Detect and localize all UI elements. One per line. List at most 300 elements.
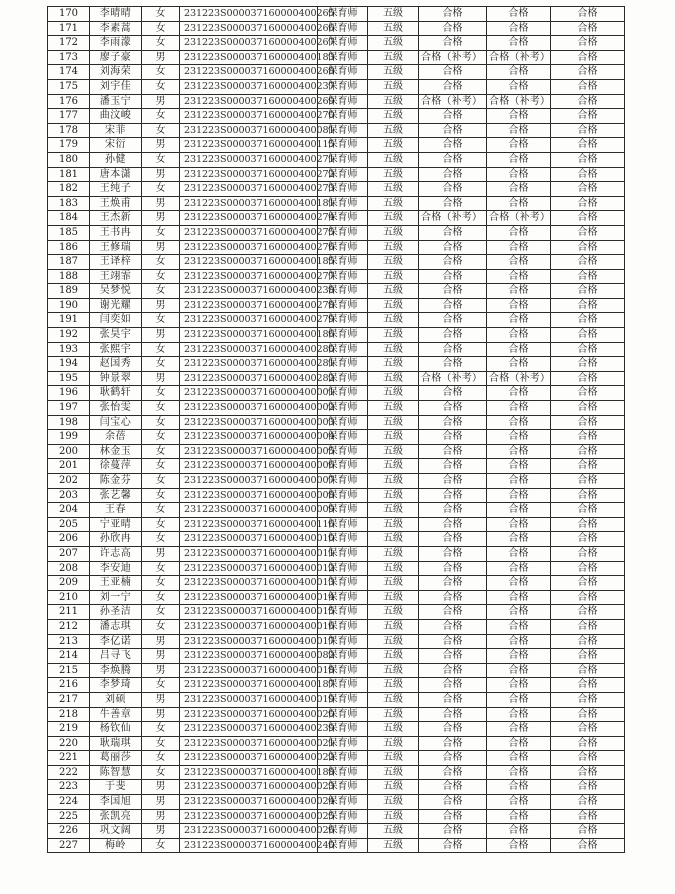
result-practical: 合格 bbox=[487, 707, 551, 722]
occupation: 保育师 bbox=[318, 780, 368, 795]
result-practical: 合格 bbox=[487, 532, 551, 547]
result-theory: 合格 bbox=[419, 824, 487, 839]
result-theory: 合格 bbox=[419, 590, 487, 605]
skill-level: 五级 bbox=[368, 619, 419, 634]
candidate-name: 于斐 bbox=[90, 780, 142, 795]
result-comprehensive: 合格 bbox=[551, 532, 625, 547]
candidate-name: 李雨濛 bbox=[90, 36, 142, 51]
result-practical: 合格 bbox=[487, 225, 551, 240]
result-practical: 合格 bbox=[487, 109, 551, 124]
certificate-number: 231223S000037160000400279 bbox=[180, 313, 318, 328]
result-comprehensive: 合格 bbox=[551, 255, 625, 270]
gender: 男 bbox=[142, 634, 180, 649]
certificate-number: 231223S000037160000400277 bbox=[180, 269, 318, 284]
row-number: 226 bbox=[48, 824, 90, 839]
skill-level: 五级 bbox=[368, 167, 419, 182]
certificate-number: 231223S000037160000400024 bbox=[180, 795, 318, 810]
table-row bbox=[48, 692, 625, 707]
occupation: 保育师 bbox=[318, 765, 368, 780]
row-number: 201 bbox=[48, 459, 90, 474]
result-theory: 合格 bbox=[419, 576, 487, 591]
table-row bbox=[48, 707, 625, 722]
result-comprehensive: 合格 bbox=[551, 211, 625, 226]
result-practical: 合格 bbox=[487, 722, 551, 737]
candidate-name: 张怡雯 bbox=[90, 401, 142, 416]
certificate-number: 231223S000037160000400022 bbox=[180, 751, 318, 766]
result-theory: 合格 bbox=[419, 474, 487, 489]
skill-level: 五级 bbox=[368, 225, 419, 240]
table-row bbox=[48, 109, 625, 124]
row-number: 219 bbox=[48, 722, 90, 737]
skill-level: 五级 bbox=[368, 36, 419, 51]
result-theory: 合格 bbox=[419, 722, 487, 737]
row-number: 189 bbox=[48, 284, 90, 299]
skill-level: 五级 bbox=[368, 692, 419, 707]
result-practical: 合格 bbox=[487, 79, 551, 94]
certificate-number: 231223S000037160000400081 bbox=[180, 123, 318, 138]
candidate-name: 李素蒿 bbox=[90, 21, 142, 36]
certificate-number: 231223S000037160000400021 bbox=[180, 736, 318, 751]
row-number: 213 bbox=[48, 634, 90, 649]
result-theory: 合格 bbox=[419, 138, 487, 153]
result-theory: 合格 bbox=[419, 328, 487, 343]
result-practical: 合格 bbox=[487, 196, 551, 211]
certificate-number: 231223S000037160000400266 bbox=[180, 21, 318, 36]
candidate-name: 李焕腾 bbox=[90, 663, 142, 678]
row-number: 215 bbox=[48, 663, 90, 678]
result-theory: 合格 bbox=[419, 780, 487, 795]
table-row bbox=[48, 590, 625, 605]
result-theory: 合格 bbox=[419, 765, 487, 780]
row-number: 208 bbox=[48, 561, 90, 576]
candidate-name: 葛丽莎 bbox=[90, 751, 142, 766]
result-comprehensive: 合格 bbox=[551, 795, 625, 810]
occupation: 保育师 bbox=[318, 371, 368, 386]
skill-level: 五级 bbox=[368, 503, 419, 518]
result-practical: 合格 bbox=[487, 605, 551, 620]
table-row bbox=[48, 225, 625, 240]
certificate-number: 231223S000037160000400272 bbox=[180, 167, 318, 182]
table-row bbox=[48, 444, 625, 459]
skill-level: 五级 bbox=[368, 634, 419, 649]
candidate-name: 王亚楠 bbox=[90, 576, 142, 591]
certificate-number: 231223S000037160000400008 bbox=[180, 488, 318, 503]
candidate-name: 孙欣冉 bbox=[90, 532, 142, 547]
gender: 女 bbox=[142, 21, 180, 36]
result-comprehensive: 合格 bbox=[551, 780, 625, 795]
gender: 女 bbox=[142, 255, 180, 270]
result-comprehensive: 合格 bbox=[551, 65, 625, 80]
skill-level: 五级 bbox=[368, 269, 419, 284]
skill-level: 五级 bbox=[368, 838, 419, 853]
gender: 女 bbox=[142, 342, 180, 357]
table-row bbox=[48, 269, 625, 284]
result-theory: 合格 bbox=[419, 561, 487, 576]
result-theory: 合格 bbox=[419, 503, 487, 518]
result-practical: 合格 bbox=[487, 459, 551, 474]
occupation: 保育师 bbox=[318, 50, 368, 65]
result-practical: 合格 bbox=[487, 313, 551, 328]
result-comprehensive: 合格 bbox=[551, 36, 625, 51]
candidate-name: 王春 bbox=[90, 503, 142, 518]
certificate-number: 231223S000037160000400016 bbox=[180, 619, 318, 634]
certificate-number: 231223S000037160000400026 bbox=[180, 824, 318, 839]
certificate-number: 231223S000037160000400005 bbox=[180, 444, 318, 459]
result-practical: 合格 bbox=[487, 401, 551, 416]
table-row bbox=[48, 619, 625, 634]
result-comprehensive: 合格 bbox=[551, 444, 625, 459]
row-number: 192 bbox=[48, 328, 90, 343]
result-comprehensive: 合格 bbox=[551, 751, 625, 766]
occupation: 保育师 bbox=[318, 167, 368, 182]
result-theory: 合格（补考） bbox=[419, 371, 487, 386]
result-comprehensive: 合格 bbox=[551, 401, 625, 416]
candidate-name: 陈金芬 bbox=[90, 474, 142, 489]
table-row bbox=[48, 342, 625, 357]
result-comprehensive: 合格 bbox=[551, 678, 625, 693]
row-number: 190 bbox=[48, 298, 90, 313]
skill-level: 五级 bbox=[368, 65, 419, 80]
result-practical: 合格 bbox=[487, 809, 551, 824]
certificate-number: 231223S000037160000400238 bbox=[180, 284, 318, 299]
row-number: 224 bbox=[48, 795, 90, 810]
result-practical: 合格 bbox=[487, 328, 551, 343]
row-number: 179 bbox=[48, 138, 90, 153]
occupation: 保育师 bbox=[318, 152, 368, 167]
gender: 女 bbox=[142, 284, 180, 299]
occupation: 保育师 bbox=[318, 328, 368, 343]
skill-level: 五级 bbox=[368, 444, 419, 459]
candidate-name: 陈智慧 bbox=[90, 765, 142, 780]
result-theory: 合格 bbox=[419, 123, 487, 138]
gender: 女 bbox=[142, 152, 180, 167]
table-row bbox=[48, 546, 625, 561]
gender: 女 bbox=[142, 503, 180, 518]
occupation: 保育师 bbox=[318, 313, 368, 328]
skill-level: 五级 bbox=[368, 824, 419, 839]
gender: 女 bbox=[142, 79, 180, 94]
skill-level: 五级 bbox=[368, 707, 419, 722]
result-theory: 合格 bbox=[419, 678, 487, 693]
occupation: 保育师 bbox=[318, 678, 368, 693]
result-theory: 合格 bbox=[419, 240, 487, 255]
result-practical: 合格 bbox=[487, 269, 551, 284]
gender: 女 bbox=[142, 736, 180, 751]
row-number: 206 bbox=[48, 532, 90, 547]
result-practical: 合格 bbox=[487, 692, 551, 707]
certificate-number: 231223S000037160000400273 bbox=[180, 182, 318, 197]
result-practical: 合格 bbox=[487, 488, 551, 503]
result-practical: 合格（补考） bbox=[487, 211, 551, 226]
skill-level: 五级 bbox=[368, 342, 419, 357]
candidate-name: 孙健 bbox=[90, 152, 142, 167]
result-comprehensive: 合格 bbox=[551, 269, 625, 284]
row-number: 204 bbox=[48, 503, 90, 518]
result-practical: 合格 bbox=[487, 36, 551, 51]
candidate-name: 刘海荣 bbox=[90, 65, 142, 80]
result-comprehensive: 合格 bbox=[551, 50, 625, 65]
result-practical: 合格 bbox=[487, 474, 551, 489]
table-row bbox=[48, 7, 625, 22]
gender: 男 bbox=[142, 196, 180, 211]
candidate-name: 吕寻飞 bbox=[90, 649, 142, 664]
result-comprehensive: 合格 bbox=[551, 152, 625, 167]
certificate-number: 231223S000037160000400274 bbox=[180, 211, 318, 226]
occupation: 保育师 bbox=[318, 123, 368, 138]
result-theory: 合格 bbox=[419, 7, 487, 22]
gender: 男 bbox=[142, 707, 180, 722]
certificate-number: 231223S000037160000400188 bbox=[180, 765, 318, 780]
gender: 女 bbox=[142, 678, 180, 693]
skill-level: 五级 bbox=[368, 474, 419, 489]
row-number: 182 bbox=[48, 182, 90, 197]
gender: 女 bbox=[142, 182, 180, 197]
result-practical: 合格 bbox=[487, 736, 551, 751]
result-theory: 合格（补考） bbox=[419, 94, 487, 109]
result-theory: 合格 bbox=[419, 225, 487, 240]
occupation: 保育师 bbox=[318, 561, 368, 576]
gender: 男 bbox=[142, 371, 180, 386]
result-practical: 合格 bbox=[487, 517, 551, 532]
candidate-name: 谢光耀 bbox=[90, 298, 142, 313]
result-comprehensive: 合格 bbox=[551, 488, 625, 503]
candidate-name: 张艺馨 bbox=[90, 488, 142, 503]
skill-level: 五级 bbox=[368, 532, 419, 547]
result-practical: 合格 bbox=[487, 255, 551, 270]
occupation: 保育师 bbox=[318, 240, 368, 255]
result-theory: 合格 bbox=[419, 36, 487, 51]
candidate-name: 王杰新 bbox=[90, 211, 142, 226]
gender: 女 bbox=[142, 65, 180, 80]
result-practical: 合格 bbox=[487, 65, 551, 80]
occupation: 保育师 bbox=[318, 182, 368, 197]
gender: 女 bbox=[142, 722, 180, 737]
table-row bbox=[48, 94, 625, 109]
gender: 男 bbox=[142, 780, 180, 795]
certificate-number: 231223S000037160000400009 bbox=[180, 503, 318, 518]
gender: 男 bbox=[142, 167, 180, 182]
result-practical: 合格（补考） bbox=[487, 371, 551, 386]
row-number: 184 bbox=[48, 211, 90, 226]
row-number: 196 bbox=[48, 386, 90, 401]
skill-level: 五级 bbox=[368, 401, 419, 416]
result-theory: 合格（补考） bbox=[419, 50, 487, 65]
gender: 男 bbox=[142, 328, 180, 343]
candidate-name: 李国旭 bbox=[90, 795, 142, 810]
result-theory: 合格 bbox=[419, 459, 487, 474]
result-comprehensive: 合格 bbox=[551, 517, 625, 532]
table-row bbox=[48, 386, 625, 401]
candidate-name: 巩文阔 bbox=[90, 824, 142, 839]
table-row bbox=[48, 211, 625, 226]
skill-level: 五级 bbox=[368, 590, 419, 605]
occupation: 保育师 bbox=[318, 138, 368, 153]
gender: 女 bbox=[142, 590, 180, 605]
certificate-number: 231223S000037160000400181 bbox=[180, 196, 318, 211]
candidate-name: 李亿诺 bbox=[90, 634, 142, 649]
skill-level: 五级 bbox=[368, 546, 419, 561]
occupation: 保育师 bbox=[318, 36, 368, 51]
row-number: 198 bbox=[48, 415, 90, 430]
occupation: 保育师 bbox=[318, 751, 368, 766]
row-number: 172 bbox=[48, 36, 90, 51]
skill-level: 五级 bbox=[368, 736, 419, 751]
result-comprehensive: 合格 bbox=[551, 503, 625, 518]
result-theory: 合格 bbox=[419, 605, 487, 620]
gender: 女 bbox=[142, 619, 180, 634]
result-theory: 合格 bbox=[419, 619, 487, 634]
table-row bbox=[48, 313, 625, 328]
gender: 女 bbox=[142, 561, 180, 576]
result-comprehensive: 合格 bbox=[551, 619, 625, 634]
table-row bbox=[48, 517, 625, 532]
result-comprehensive: 合格 bbox=[551, 692, 625, 707]
skill-level: 五级 bbox=[368, 7, 419, 22]
skill-level: 五级 bbox=[368, 371, 419, 386]
table-row bbox=[48, 474, 625, 489]
skill-level: 五级 bbox=[368, 138, 419, 153]
result-comprehensive: 合格 bbox=[551, 474, 625, 489]
result-practical: 合格 bbox=[487, 123, 551, 138]
row-number: 191 bbox=[48, 313, 90, 328]
table-row bbox=[48, 561, 625, 576]
result-theory: 合格 bbox=[419, 313, 487, 328]
occupation: 保育师 bbox=[318, 21, 368, 36]
occupation: 保育师 bbox=[318, 430, 368, 445]
table-row bbox=[48, 123, 625, 138]
certificate-number: 231223S000037160000400006 bbox=[180, 459, 318, 474]
certificate-number: 231223S000037160000400014 bbox=[180, 590, 318, 605]
gender: 男 bbox=[142, 50, 180, 65]
result-practical: 合格 bbox=[487, 7, 551, 22]
result-theory: 合格 bbox=[419, 707, 487, 722]
occupation: 保育师 bbox=[318, 663, 368, 678]
result-practical: 合格 bbox=[487, 240, 551, 255]
occupation: 保育师 bbox=[318, 722, 368, 737]
occupation: 保育师 bbox=[318, 255, 368, 270]
result-practical: 合格 bbox=[487, 561, 551, 576]
result-theory: 合格 bbox=[419, 357, 487, 372]
occupation: 保育师 bbox=[318, 532, 368, 547]
skill-level: 五级 bbox=[368, 50, 419, 65]
result-comprehensive: 合格 bbox=[551, 79, 625, 94]
table-row bbox=[48, 824, 625, 839]
table-row bbox=[48, 736, 625, 751]
result-theory: 合格 bbox=[419, 415, 487, 430]
gender: 男 bbox=[142, 663, 180, 678]
skill-level: 五级 bbox=[368, 459, 419, 474]
result-practical: 合格（补考） bbox=[487, 50, 551, 65]
occupation: 保育师 bbox=[318, 503, 368, 518]
result-comprehensive: 合格 bbox=[551, 21, 625, 36]
result-practical: 合格 bbox=[487, 751, 551, 766]
skill-level: 五级 bbox=[368, 576, 419, 591]
skill-level: 五级 bbox=[368, 415, 419, 430]
certificate-number: 231223S000037160000400239 bbox=[180, 722, 318, 737]
candidate-name: 王修瑞 bbox=[90, 240, 142, 255]
result-theory: 合格 bbox=[419, 649, 487, 664]
result-theory: 合格 bbox=[419, 284, 487, 299]
candidate-name: 王翊霏 bbox=[90, 269, 142, 284]
results-table-body bbox=[48, 7, 625, 853]
occupation: 保育师 bbox=[318, 809, 368, 824]
result-theory: 合格 bbox=[419, 65, 487, 80]
occupation: 保育师 bbox=[318, 474, 368, 489]
row-number: 170 bbox=[48, 7, 90, 22]
result-comprehensive: 合格 bbox=[551, 707, 625, 722]
table-row bbox=[48, 459, 625, 474]
candidate-name: 耿瑞琪 bbox=[90, 736, 142, 751]
result-comprehensive: 合格 bbox=[551, 663, 625, 678]
gender: 女 bbox=[142, 109, 180, 124]
table-row bbox=[48, 401, 625, 416]
skill-level: 五级 bbox=[368, 240, 419, 255]
result-comprehensive: 合格 bbox=[551, 561, 625, 576]
result-comprehensive: 合格 bbox=[551, 605, 625, 620]
gender: 男 bbox=[142, 94, 180, 109]
skill-level: 五级 bbox=[368, 795, 419, 810]
candidate-name: 潘志琪 bbox=[90, 619, 142, 634]
occupation: 保育师 bbox=[318, 605, 368, 620]
result-practical: 合格 bbox=[487, 386, 551, 401]
certificate-number: 231223S000037160000400267 bbox=[180, 36, 318, 51]
occupation: 保育师 bbox=[318, 488, 368, 503]
certificate-number: 231223S000037160000400240 bbox=[180, 838, 318, 853]
row-number: 203 bbox=[48, 488, 90, 503]
result-comprehensive: 合格 bbox=[551, 138, 625, 153]
occupation: 保育师 bbox=[318, 459, 368, 474]
certificate-number: 231223S000037160000400015 bbox=[180, 605, 318, 620]
result-comprehensive: 合格 bbox=[551, 809, 625, 824]
table-row bbox=[48, 21, 625, 36]
candidate-name: 王纯子 bbox=[90, 182, 142, 197]
candidate-name: 李晴晴 bbox=[90, 7, 142, 22]
occupation: 保育师 bbox=[318, 576, 368, 591]
certificate-number: 231223S000037160000400012 bbox=[180, 561, 318, 576]
candidate-name: 林金玉 bbox=[90, 444, 142, 459]
certificate-number: 231223S000037160000400186 bbox=[180, 328, 318, 343]
certificate-number: 231223S000037160000400023 bbox=[180, 780, 318, 795]
certificate-number: 231223S000037160000400282 bbox=[180, 371, 318, 386]
skill-level: 五级 bbox=[368, 182, 419, 197]
result-comprehensive: 合格 bbox=[551, 371, 625, 386]
gender: 女 bbox=[142, 576, 180, 591]
occupation: 保育师 bbox=[318, 94, 368, 109]
row-number: 217 bbox=[48, 692, 90, 707]
result-comprehensive: 合格 bbox=[551, 240, 625, 255]
certificate-number: 231223S000037160000400278 bbox=[180, 298, 318, 313]
result-comprehensive: 合格 bbox=[551, 357, 625, 372]
result-theory: 合格 bbox=[419, 79, 487, 94]
result-comprehensive: 合格 bbox=[551, 824, 625, 839]
candidate-name: 王焕甫 bbox=[90, 196, 142, 211]
result-comprehensive: 合格 bbox=[551, 386, 625, 401]
skill-level: 五级 bbox=[368, 430, 419, 445]
result-practical: 合格 bbox=[487, 503, 551, 518]
row-number: 216 bbox=[48, 678, 90, 693]
occupation: 保育师 bbox=[318, 357, 368, 372]
candidate-name: 闫宝心 bbox=[90, 415, 142, 430]
result-theory: 合格（补考） bbox=[419, 211, 487, 226]
result-practical: 合格 bbox=[487, 152, 551, 167]
gender: 男 bbox=[142, 692, 180, 707]
result-practical: 合格 bbox=[487, 619, 551, 634]
result-comprehensive: 合格 bbox=[551, 284, 625, 299]
result-practical: 合格 bbox=[487, 838, 551, 853]
result-practical: 合格 bbox=[487, 415, 551, 430]
table-row bbox=[48, 371, 625, 386]
candidate-name: 宁亚晴 bbox=[90, 517, 142, 532]
